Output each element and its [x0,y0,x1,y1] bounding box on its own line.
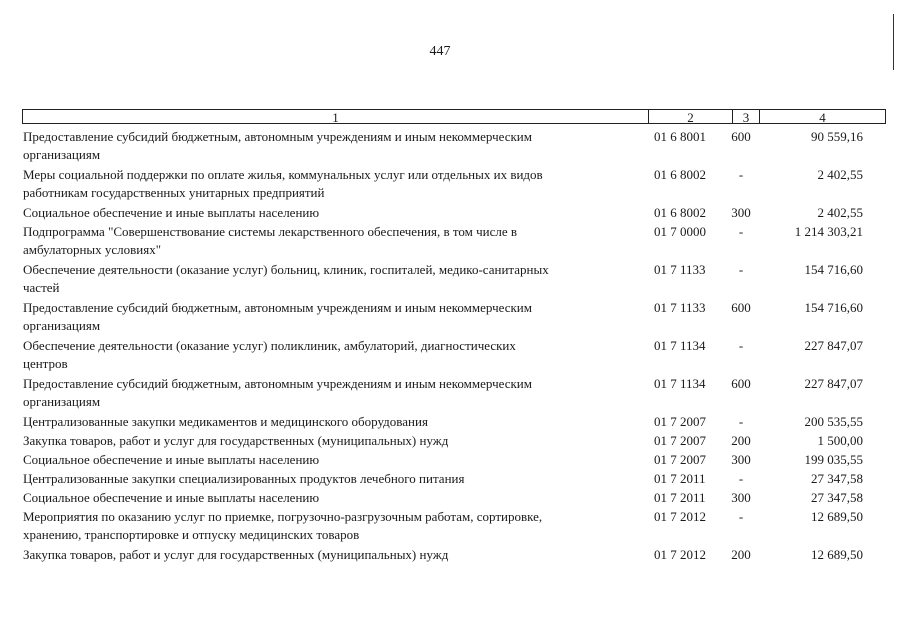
row-code: 01 7 2012 [654,547,706,562]
row-name-line: работникам государственных унитарных предприятий [23,185,325,200]
row-name-line: организациям [23,147,101,162]
table-row [0,166,905,204]
row-name-line: организациям [23,318,101,333]
row-name-line: Мероприятия по оказанию услуг по приемке, погрузочно-разгрузочным работам, сортировке, [23,509,543,524]
table-row [0,451,905,470]
row-name [23,375,648,411]
row-amount: 12 689,50 [811,509,863,524]
row-name [23,223,648,259]
row-expense-type: - [738,509,744,524]
row-amount: 27 347,58 [811,471,863,486]
row-name [23,432,648,450]
table-row [0,299,905,337]
row-amount: 227 847,07 [804,376,863,391]
row-amount: 1 500,00 [817,433,863,448]
table-row [0,489,905,508]
row-name [23,470,648,488]
row-expense-type: 600 [731,129,751,144]
row-name [23,299,648,335]
row-name [23,166,648,202]
row-amount: 2 402,55 [817,205,863,220]
table-body [0,128,905,565]
row-amount: 200 535,55 [804,414,863,429]
row-expense-type: 300 [731,490,751,505]
row-amount: 227 847,07 [804,338,863,353]
header-col-4: 4 [759,109,886,124]
table-row [0,223,905,261]
row-name [23,204,648,222]
row-expense-type: 200 [731,433,751,448]
row-name-line: Социальное обеспечение и иные выплаты населению [23,452,320,467]
row-code: 01 7 2011 [654,490,706,505]
row-code: 01 7 2012 [654,509,706,524]
row-name-line: Обеспечение деятельности (оказание услуг) больниц, клиник, госпиталей, медико-санитарных [23,262,549,277]
row-name [23,128,648,164]
row-name [23,337,648,373]
row-expense-type: - [738,471,744,486]
row-code: 01 7 2007 [654,452,706,467]
row-code: 01 7 2007 [654,414,706,429]
row-expense-type: 300 [731,205,751,220]
row-amount: 27 347,58 [811,490,863,505]
header-col-3: 3 [732,109,760,124]
table-row [0,508,905,546]
row-expense-type: 600 [731,376,751,391]
row-name-line: Подпрограмма "Совершенствование системы лекарственного обеспечения, в том числе в [23,224,517,239]
row-amount: 154 716,60 [804,300,863,315]
row-code: 01 7 1134 [654,338,706,353]
table-row [0,337,905,375]
row-name-line: Социальное обеспечение и иные выплаты населению [23,205,320,220]
row-code: 01 6 8002 [654,205,706,220]
table-row [0,204,905,223]
row-code: 01 7 2007 [654,433,706,448]
row-name-line: Предоставление субсидий бюджетным, автономным учреждениям и иным некоммерческим [23,300,532,315]
row-name-line: амбулаторных условиях" [23,242,162,257]
row-name-line: организациям [23,394,101,409]
row-name-line: Централизованные закупки медикаментов и медицинского оборудования [23,414,428,429]
page-number: 447 [429,44,451,59]
row-name-line: центров [23,356,68,371]
row-amount: 90 559,16 [811,129,863,144]
row-name [23,261,648,297]
row-name-line: Закупка товаров, работ и услуг для государственных (муниципальных) нужд [23,547,449,562]
row-expense-type: - [738,167,744,182]
row-expense-type: 600 [731,300,751,315]
row-amount: 2 402,55 [817,167,863,182]
row-name [23,508,648,544]
row-name [23,413,648,431]
table-row [0,546,905,565]
row-code: 01 7 1133 [654,300,706,315]
row-amount: 12 689,50 [811,547,863,562]
page-edge-mark [893,14,894,70]
row-name [23,546,648,564]
row-name [23,489,648,507]
row-expense-type: 300 [731,452,751,467]
row-expense-type: - [738,338,744,353]
table-row [0,470,905,489]
row-code: 01 6 8002 [654,167,706,182]
row-code: 01 7 1133 [654,262,706,277]
table-row [0,413,905,432]
row-code: 01 7 1134 [654,376,706,391]
row-expense-type: - [738,262,744,277]
row-name-line: Закупка товаров, работ и услуг для государственных (муниципальных) нужд [23,433,449,448]
row-amount: 154 716,60 [804,262,863,277]
row-amount: 199 035,55 [804,452,863,467]
row-amount: 1 214 303,21 [794,224,863,239]
row-name-line: Обеспечение деятельности (оказание услуг) поликлиник, амбулаторий, диагностических [23,338,516,353]
row-name-line: хранению, транспортировке и отпуску медицинских товаров [23,527,360,542]
row-name-line: Предоставление субсидий бюджетным, автономным учреждениям и иным некоммерческим [23,376,532,391]
table-row [0,261,905,299]
row-code: 01 7 2011 [654,471,706,486]
row-name-line: Социальное обеспечение и иные выплаты населению [23,490,320,505]
row-name-line: Предоставление субсидий бюджетным, автономным учреждениям и иным некоммерческим [23,129,532,144]
table-row [0,128,905,166]
row-name [23,451,648,469]
table-row [0,375,905,413]
header-col-1: 1 [22,109,649,124]
row-name-line: Меры социальной поддержки по оплате жилья, коммунальных услуг или отдельных их видов [23,167,543,182]
row-code: 01 6 8001 [654,129,706,144]
table-row [0,432,905,451]
row-name-line: частей [23,280,60,295]
row-expense-type: 200 [731,547,751,562]
row-name-line: Централизованные закупки специализированных продуктов лечебного питания [23,471,465,486]
header-col-2: 2 [648,109,733,124]
row-code: 01 7 0000 [654,224,706,239]
row-expense-type: - [738,414,744,429]
row-expense-type: - [738,224,744,239]
